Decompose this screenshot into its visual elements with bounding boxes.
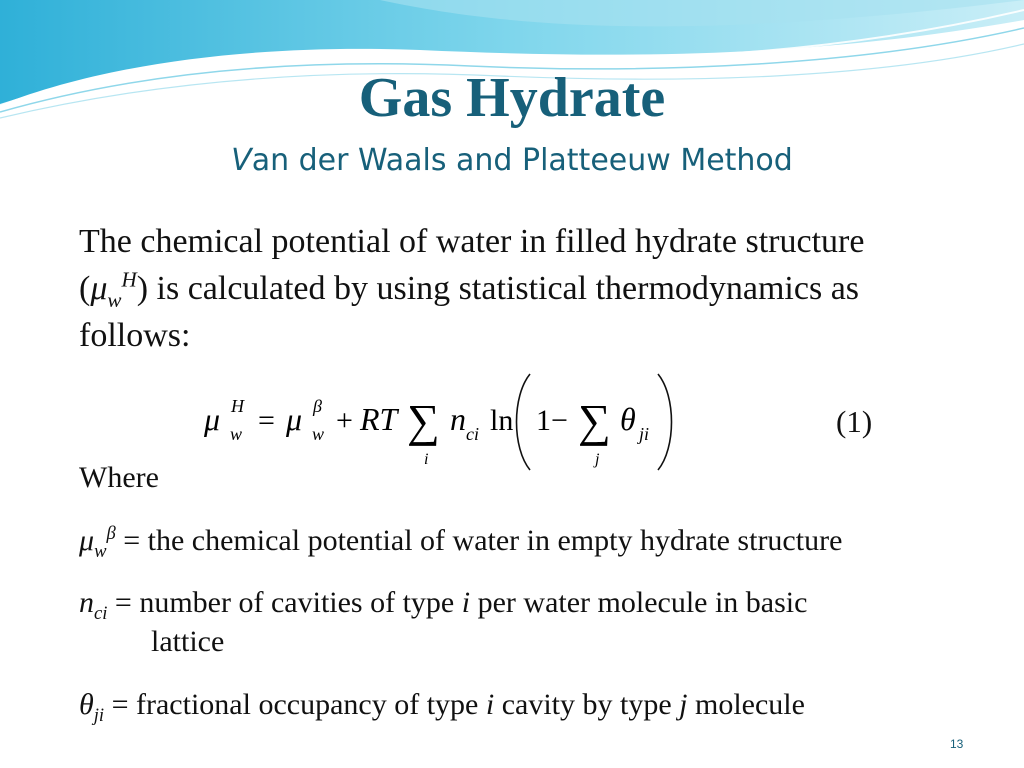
def3-symbol: θ bbox=[79, 688, 94, 721]
def3-sub: ji bbox=[93, 705, 105, 726]
eq-equals: = bbox=[258, 404, 275, 437]
eq-ln: ln bbox=[490, 404, 514, 437]
definition-n-ci bbox=[79, 583, 979, 661]
subtitle-rest: an der Waals and Platteeuw Method bbox=[251, 143, 793, 178]
eq-sum-i: ∑ bbox=[407, 395, 440, 446]
def3-text-b: cavity by type bbox=[494, 688, 680, 721]
eq-left-paren bbox=[517, 374, 531, 470]
intro-symbol-sup: H bbox=[121, 267, 137, 292]
eq-one-minus: 1− bbox=[536, 404, 568, 437]
equation-number: (1) bbox=[836, 404, 873, 439]
eq-sup-H: H bbox=[231, 396, 244, 416]
def3-text-a: = fractional occupancy of type bbox=[104, 688, 486, 721]
eq-sub-w-2: w bbox=[312, 424, 325, 444]
def3-text-c: molecule bbox=[687, 688, 805, 721]
def1-sub: w bbox=[94, 541, 107, 562]
eq-mu-H: μ bbox=[204, 401, 221, 437]
page-number: 13 bbox=[950, 737, 964, 751]
slide-subtitle bbox=[0, 143, 1024, 178]
def1-sup: β bbox=[106, 523, 116, 544]
intro-text-1: The chemical potential of water in filled hydrate structure ( bbox=[79, 223, 865, 307]
def3-text-j: j bbox=[679, 688, 688, 721]
slide-title: Gas Hydrate bbox=[358, 67, 666, 129]
intro-symbol-sub: w bbox=[107, 287, 122, 312]
eq-mu-beta: μ bbox=[286, 401, 303, 437]
def2-sub: ci bbox=[94, 603, 108, 624]
intro-text-2: ) is calculated by using statistical thermodynamics as follows: bbox=[79, 270, 860, 354]
intro-symbol-mu: μ bbox=[90, 270, 108, 307]
definition-mu-beta bbox=[79, 521, 979, 560]
def1-text: = the chemical potential of water in empty hydrate structure bbox=[115, 524, 843, 557]
eq-sub-ji: ji bbox=[639, 424, 650, 444]
definition-theta-ji bbox=[79, 685, 979, 724]
where-label: Where bbox=[79, 461, 159, 494]
eq-right-paren bbox=[658, 374, 672, 470]
eq-sup-beta: β bbox=[313, 396, 322, 416]
eq-n: n bbox=[450, 401, 466, 437]
intro-paragraph bbox=[79, 218, 879, 359]
def3-text-i: i bbox=[485, 688, 495, 721]
eq-RT: RT bbox=[360, 401, 398, 437]
def2-text-a: = number of cavities of type bbox=[107, 586, 462, 619]
eq-index-j: j bbox=[595, 451, 600, 468]
eq-theta: θ bbox=[620, 401, 636, 437]
subtitle-initial: V bbox=[231, 143, 252, 178]
eq-sub-w-1: w bbox=[230, 424, 243, 444]
def1-symbol: μ bbox=[79, 524, 95, 557]
def2-text-i: i bbox=[461, 586, 471, 619]
eq-plus: + bbox=[336, 404, 353, 437]
def2-text-b: per water molecule in basic bbox=[470, 586, 808, 619]
eq-sub-ci: ci bbox=[466, 424, 479, 444]
eq-index-i: i bbox=[424, 451, 429, 468]
def2-symbol: n bbox=[79, 586, 94, 619]
eq-sum-j: ∑ bbox=[578, 395, 611, 446]
equation-1 bbox=[200, 368, 720, 478]
def2-continuation: lattice bbox=[151, 625, 225, 658]
